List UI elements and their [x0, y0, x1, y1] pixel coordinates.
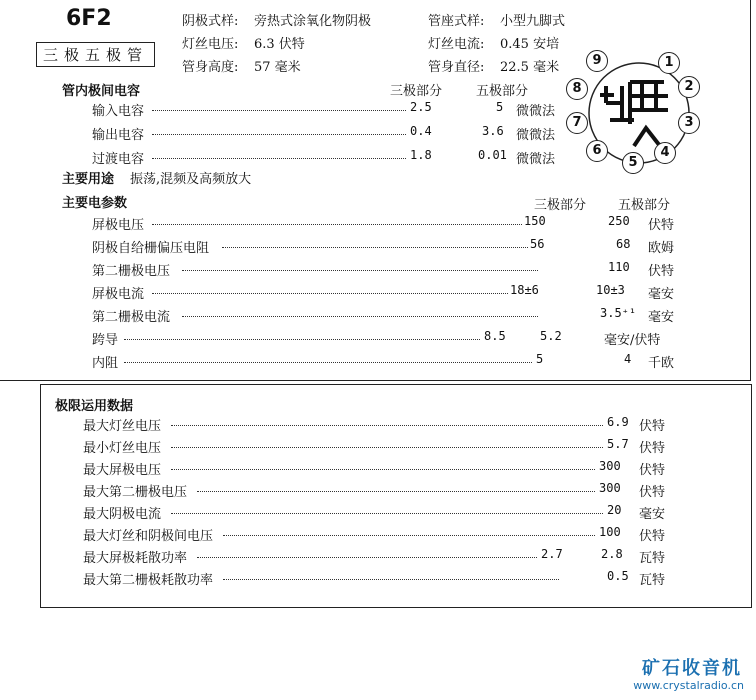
row-label: 最大屏极电压	[83, 463, 162, 478]
row-label: 跨导	[92, 333, 119, 348]
row-pentode: 3.6	[482, 124, 504, 138]
row-unit: 毫安/伏特	[604, 333, 661, 348]
row-value: 2.8	[601, 547, 623, 561]
row-label: 最大灯丝电压	[83, 419, 162, 434]
diameter-value: 22.5 毫米	[500, 60, 560, 75]
filament-current-label: 灯丝电流:	[428, 37, 485, 52]
cathode-label: 阴极式样:	[182, 14, 239, 29]
usage-label: 主要用途	[62, 172, 115, 187]
row-value: 5.7	[607, 437, 629, 451]
pin-1: 1	[658, 52, 680, 74]
row-value-triode: 2.7	[541, 547, 563, 561]
row-triode: 8.5	[484, 329, 506, 343]
row-unit: 伏特	[639, 441, 666, 456]
pin-9: 9	[586, 50, 608, 72]
row-label: 过渡电容	[92, 152, 145, 167]
row-label: 最大阴极电流	[83, 507, 162, 522]
row-triode: 18±6	[510, 283, 539, 297]
row-unit: 伏特	[639, 529, 666, 544]
row-value: 100	[599, 525, 621, 539]
limits-row	[41, 481, 751, 499]
params-row	[0, 329, 750, 347]
capacitance-row	[0, 100, 750, 118]
pin-2: 2	[678, 76, 700, 98]
row-pentode: 10±3	[596, 283, 625, 297]
row-value: 6.9	[607, 415, 629, 429]
params-row	[0, 237, 750, 255]
row-label: 阴极自给栅偏压电阻	[92, 241, 210, 256]
row-unit: 伏特	[648, 264, 675, 279]
row-triode: 1.8	[410, 148, 432, 162]
limits-title: 极限运用数据	[55, 399, 134, 414]
capacitance-col-pentode: 五极部分	[476, 84, 529, 99]
capacitance-table	[0, 100, 750, 170]
row-pentode: 3.5⁺¹	[600, 306, 637, 320]
row-label: 输出电容	[92, 128, 145, 143]
limits-table	[41, 415, 751, 605]
row-triode: 2.5	[410, 100, 432, 114]
socket-value: 小型九脚式	[500, 14, 566, 29]
limits-row	[41, 437, 751, 455]
limits-row	[41, 503, 751, 521]
params-table	[0, 214, 750, 374]
row-label: 最大第二栅极电压	[83, 485, 188, 500]
row-pentode: 0.01	[478, 148, 507, 162]
socket-label: 管座式样:	[428, 14, 485, 29]
row-unit: 伏特	[639, 485, 666, 500]
limits-row	[41, 459, 751, 477]
params-row	[0, 260, 750, 278]
row-label: 屏极电压	[92, 218, 145, 233]
row-unit: 千欧	[648, 356, 675, 371]
tube-type: 三极五极管	[36, 42, 155, 67]
row-unit: 微微法	[516, 128, 556, 143]
row-unit: 伏特	[639, 463, 666, 478]
limits-row	[41, 525, 751, 543]
filament-voltage-value: 6.3 伏特	[254, 37, 305, 52]
pin-6: 6	[586, 140, 608, 162]
limits-row	[41, 415, 751, 433]
capacitance-row	[0, 148, 750, 166]
row-triode: 150	[524, 214, 546, 228]
params-col-pentode: 五极部分	[618, 198, 671, 213]
row-pentode: 110	[608, 260, 630, 274]
pin-3: 3	[678, 112, 700, 134]
row-value: 300	[599, 459, 621, 473]
row-triode: 5	[536, 352, 544, 366]
watermark-title: 矿石收音机	[642, 658, 742, 679]
params-row	[0, 306, 750, 324]
row-unit: 伏特	[648, 218, 675, 233]
pin-7: 7	[566, 112, 588, 134]
row-label: 屏极电流	[92, 287, 145, 302]
row-unit: 毫安	[639, 507, 666, 522]
diameter-label: 管身直径:	[428, 60, 485, 75]
row-unit: 毫安	[648, 310, 675, 325]
row-triode: 0.4	[410, 124, 432, 138]
row-unit: 欧姆	[648, 241, 675, 256]
height-value: 57 毫米	[254, 60, 301, 75]
limits-row	[41, 569, 751, 587]
datasheet-limits-card	[40, 384, 752, 608]
watermark-url: www.crystalradio.cn	[633, 679, 744, 692]
params-title: 主要电参数	[62, 196, 128, 211]
row-label: 最大屏极耗散功率	[83, 551, 188, 566]
row-label: 最小灯丝电压	[83, 441, 162, 456]
row-pentode: 5.2	[540, 329, 562, 343]
filament-current-value: 0.45 安培	[500, 37, 560, 52]
usage-value: 振荡,混频及高频放大	[130, 172, 252, 187]
row-unit: 瓦特	[639, 573, 666, 588]
row-label: 第二栅极电流	[92, 310, 171, 325]
row-label: 最大第二栅极耗散功率	[83, 573, 214, 588]
capacitance-row	[0, 124, 750, 142]
capacitance-title: 管内极间电容	[62, 84, 141, 99]
row-unit: 微微法	[516, 152, 556, 167]
params-row	[0, 214, 750, 232]
row-label: 第二栅极电压	[92, 264, 171, 279]
row-label: 最大灯丝和阴极间电压	[83, 529, 214, 544]
row-pentode: 68	[616, 237, 631, 251]
row-unit: 瓦特	[639, 551, 666, 566]
row-pentode: 4	[624, 352, 632, 366]
row-label: 输入电容	[92, 104, 145, 119]
row-pentode: 5	[496, 100, 504, 114]
pin-8: 8	[566, 78, 588, 100]
params-row	[0, 283, 750, 301]
pin-5: 5	[622, 152, 644, 174]
row-unit: 伏特	[639, 419, 666, 434]
row-label: 内阻	[92, 356, 119, 371]
row-unit: 微微法	[516, 104, 556, 119]
capacitance-col-triode: 三极部分	[390, 84, 443, 99]
row-value: 300	[599, 481, 621, 495]
row-unit: 毫安	[648, 287, 675, 302]
height-label: 管身高度:	[182, 60, 239, 75]
tube-model: 6F2	[66, 6, 112, 31]
row-value: 20	[607, 503, 622, 517]
params-col-triode: 三极部分	[534, 198, 587, 213]
row-triode: 56	[530, 237, 545, 251]
filament-voltage-label: 灯丝电压:	[182, 37, 239, 52]
cathode-value: 旁热式涂氧化物阴极	[254, 14, 372, 29]
pin-4: 4	[654, 142, 676, 164]
params-row	[0, 352, 750, 370]
row-pentode: 250	[608, 214, 630, 228]
row-value: 0.5	[607, 569, 629, 583]
limits-row	[41, 547, 751, 565]
